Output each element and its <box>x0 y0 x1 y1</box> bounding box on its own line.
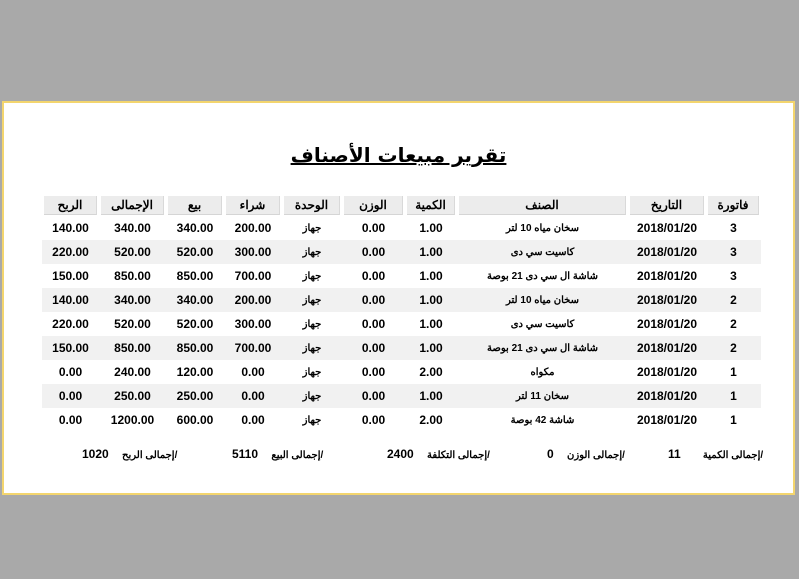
cell-total: 250.00 <box>99 384 166 408</box>
cell-quantity: 1.00 <box>405 264 457 288</box>
cell-date: 2018/01/20 <box>628 336 706 360</box>
cell-date: 2018/01/20 <box>628 264 706 288</box>
cell-weight: 0.00 <box>342 384 405 408</box>
cell-unit: جهاز <box>282 264 342 288</box>
cell-weight: 0.00 <box>342 264 405 288</box>
cell-weight: 0.00 <box>342 336 405 360</box>
total-cost-value: 2400 <box>387 447 414 461</box>
total-quantity-label: إجمالى الكمية/ <box>702 450 764 461</box>
cell-sell: 520.00 <box>166 240 224 264</box>
cell-date: 2018/01/20 <box>628 288 706 312</box>
total-weight-value: 0 <box>547 447 554 461</box>
col-header-buy[interactable]: شراء <box>224 194 282 216</box>
cell-quantity: 1.00 <box>405 240 457 264</box>
total-cost <box>387 445 490 463</box>
col-header-date[interactable]: التاريخ <box>628 194 706 216</box>
cell-total: 240.00 <box>99 360 166 384</box>
cell-weight: 0.00 <box>342 360 405 384</box>
cell-unit: جهاز <box>282 384 342 408</box>
cell-unit: جهاز <box>282 216 342 240</box>
cell-total: 850.00 <box>99 336 166 360</box>
table-row[interactable] <box>42 384 761 408</box>
cell-total: 850.00 <box>99 264 166 288</box>
col-header-weight[interactable]: الوزن <box>342 194 405 216</box>
cell-profit: 0.00 <box>42 408 99 432</box>
cell-sell: 250.00 <box>166 384 224 408</box>
cell-buy: 700.00 <box>224 264 282 288</box>
cell-invoice: 1 <box>706 384 761 408</box>
cell-date: 2018/01/20 <box>628 408 706 432</box>
cell-total: 1200.00 <box>99 408 166 432</box>
cell-buy: 0.00 <box>224 408 282 432</box>
cell-invoice: 1 <box>706 408 761 432</box>
cell-date: 2018/01/20 <box>628 216 706 240</box>
cell-quantity: 1.00 <box>405 288 457 312</box>
cell-buy: 200.00 <box>224 216 282 240</box>
cell-sell: 340.00 <box>166 216 224 240</box>
cell-weight: 0.00 <box>342 216 405 240</box>
cell-sell: 850.00 <box>166 336 224 360</box>
cell-unit: جهاز <box>282 312 342 336</box>
total-quantity-value: 11 <box>668 447 681 461</box>
cell-item: سخان مياه 10 لتر <box>457 288 628 312</box>
table-row[interactable] <box>42 288 761 312</box>
total-profit-value: 1020 <box>82 447 109 461</box>
total-weight <box>547 445 625 463</box>
cell-profit: 150.00 <box>42 336 99 360</box>
cell-item: مكواه <box>457 360 628 384</box>
cell-sell: 120.00 <box>166 360 224 384</box>
col-header-total[interactable]: الإجمالى <box>99 194 166 216</box>
report-title: تقرير مبيعات الأصناف <box>290 143 507 167</box>
cell-invoice: 1 <box>706 360 761 384</box>
table-header-row <box>42 194 761 216</box>
cell-unit: جهاز <box>282 360 342 384</box>
table-row[interactable] <box>42 408 761 432</box>
cell-item: سخان 11 لتر <box>457 384 628 408</box>
cell-date: 2018/01/20 <box>628 312 706 336</box>
cell-weight: 0.00 <box>342 312 405 336</box>
cell-total: 520.00 <box>99 312 166 336</box>
cell-weight: 0.00 <box>342 240 405 264</box>
col-header-invoice[interactable]: فاتورة <box>706 194 761 216</box>
cell-invoice: 2 <box>706 312 761 336</box>
cell-buy: 300.00 <box>224 312 282 336</box>
cell-item: شاشة ال سي دى 21 بوصة <box>457 336 628 360</box>
total-sales <box>232 445 323 463</box>
cell-total: 520.00 <box>99 240 166 264</box>
cell-date: 2018/01/20 <box>628 240 706 264</box>
cell-unit: جهاز <box>282 336 342 360</box>
cell-item: شاشة ال سي دى 21 بوصة <box>457 264 628 288</box>
cell-invoice: 3 <box>706 264 761 288</box>
cell-date: 2018/01/20 <box>628 384 706 408</box>
cell-unit: جهاز <box>282 408 342 432</box>
cell-quantity: 2.00 <box>405 360 457 384</box>
cell-date: 2018/01/20 <box>628 360 706 384</box>
cell-profit: 140.00 <box>42 216 99 240</box>
table-row[interactable] <box>42 360 761 384</box>
cell-sell: 520.00 <box>166 312 224 336</box>
cell-profit: 150.00 <box>42 264 99 288</box>
cell-weight: 0.00 <box>342 408 405 432</box>
cell-buy: 0.00 <box>224 360 282 384</box>
table-row[interactable] <box>42 264 761 288</box>
total-cost-label: إجمالى التكلفة/ <box>427 450 490 461</box>
cell-profit: 0.00 <box>42 384 99 408</box>
total-sales-label: إجمالى البيع/ <box>271 450 324 461</box>
cell-profit: 220.00 <box>42 240 99 264</box>
cell-sell: 600.00 <box>166 408 224 432</box>
table-body <box>42 216 761 432</box>
totals-bar <box>4 445 793 461</box>
table-row[interactable] <box>42 312 761 336</box>
cell-weight: 0.00 <box>342 288 405 312</box>
cell-sell: 850.00 <box>166 264 224 288</box>
cell-sell: 340.00 <box>166 288 224 312</box>
col-header-unit[interactable]: الوحدة <box>282 194 342 216</box>
cell-item: كاسيت سي دى <box>457 312 628 336</box>
cell-unit: جهاز <box>282 288 342 312</box>
cell-item: سخان مياه 10 لتر <box>457 216 628 240</box>
table-row[interactable] <box>42 240 761 264</box>
col-header-sell[interactable]: بيع <box>166 194 224 216</box>
cell-quantity: 1.00 <box>405 336 457 360</box>
table-row[interactable] <box>42 336 761 360</box>
cell-quantity: 1.00 <box>405 384 457 408</box>
total-sales-value: 5110 <box>232 447 259 461</box>
cell-profit: 220.00 <box>42 312 99 336</box>
cell-profit: 0.00 <box>42 360 99 384</box>
sales-table <box>42 194 761 432</box>
col-header-profit[interactable]: الربح <box>42 194 99 216</box>
cell-item: كاسيت سي دى <box>457 240 628 264</box>
cell-buy: 700.00 <box>224 336 282 360</box>
cell-invoice: 2 <box>706 336 761 360</box>
col-header-item[interactable]: الصنف <box>457 194 628 216</box>
cell-profit: 140.00 <box>42 288 99 312</box>
cell-quantity: 1.00 <box>405 216 457 240</box>
col-header-quantity[interactable]: الكمية <box>405 194 457 216</box>
cell-invoice: 3 <box>706 216 761 240</box>
cell-item: شاشة 42 بوصة <box>457 408 628 432</box>
total-weight-label: إجمالى الوزن/ <box>567 450 625 461</box>
cell-total: 340.00 <box>99 216 166 240</box>
cell-buy: 200.00 <box>224 288 282 312</box>
report-page <box>2 101 795 495</box>
cell-unit: جهاز <box>282 240 342 264</box>
total-profit <box>82 445 177 463</box>
cell-quantity: 1.00 <box>405 312 457 336</box>
cell-buy: 300.00 <box>224 240 282 264</box>
cell-quantity: 2.00 <box>405 408 457 432</box>
total-quantity <box>668 445 763 463</box>
cell-buy: 0.00 <box>224 384 282 408</box>
cell-invoice: 2 <box>706 288 761 312</box>
cell-total: 340.00 <box>99 288 166 312</box>
total-profit-label: إجمالى الربح/ <box>122 450 178 461</box>
table-row[interactable] <box>42 216 761 240</box>
cell-invoice: 3 <box>706 240 761 264</box>
